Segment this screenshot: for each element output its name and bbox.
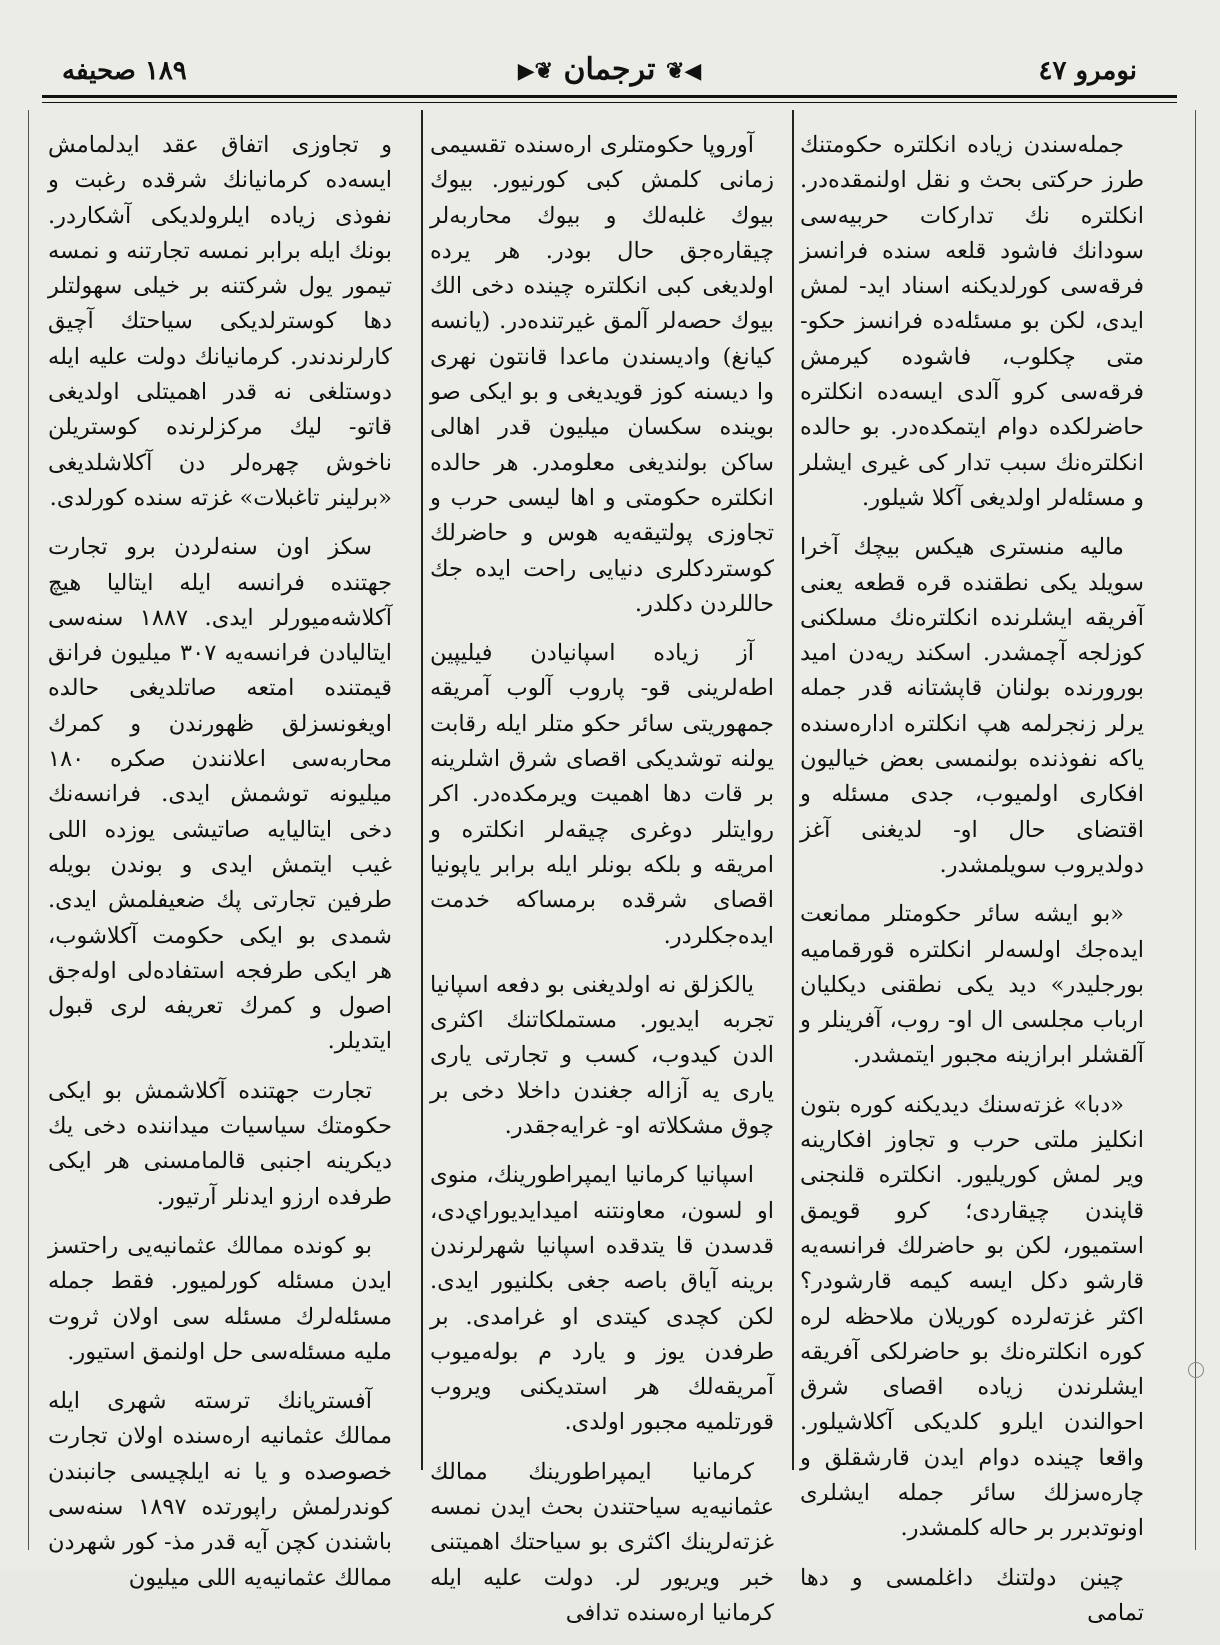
left-ornament-icon: ◀❦ — [665, 58, 702, 84]
paragraph: بو كونده ممالك عثمانيه‌يى راحتسز ايدن مسئله كورلميور. فقط جمله مسئله‌لرك مسئله سى اولان ثروت مليه مسئله‌سى حل اولنمق استيور. — [48, 1232, 392, 1365]
right-ornament-icon: ❦▶ — [517, 58, 554, 84]
paragraph: اسپانيا كرمانيا ايمپراطورينك، منوى او لسون، معاونتنه اميدايديوراي‌دى، قدسدن قا يتدقده اسپانيا شهرلرندن برينه آياق باصه جغى بكلنيور ايدى. لكن كچدى كيتدى او غرامدى. بر طرفدن يوز و يارد م بوله‌ميوب آمريقه‌لك هر استديكنى ويروب قورتلميه مجبور اولدى. — [430, 1162, 774, 1436]
paragraph: سكز اون سنه‌لردن برو تجارت جهتنده فرانسه ايله ايتاليا هيچ آكلاشه‌ميورلر ايدى. ١٨٨٧ سنه‌سى ايتاليادن فرانسه‌يه ٣٠٧ ميليون فرانق قيمتنده امتعه صاتلديغى حالده اويغونسزلق ظهورندن و كمرك محاربه‌سى اعلانندن صكره ١٨٠ ميليونه توشمش ايدى. فرانسه‌نك دخى ايتاليايه صاتيشى يوزده اللى غيب ايتمش ايدى و بوندن بويله طرفين تجارتى پك ضعيفلمش ايدى. شمدى بو ايكى حكومت آكلاشوب، هر ايكى طرفجه استفاده‌لى اوله‌جق اصول و كمرك تعريفه لرى قبول ايتديلر. — [48, 534, 392, 1055]
column-middle — [430, 128, 774, 1645]
header-rule-thin — [42, 102, 1177, 103]
paragraph: تجارت جهتنده آكلاشمش بو ايكى حكومتك سياسيات ميداننده دخى يك ديكرينه اجنبى قالمامسنى هر ايكى طرفده ارزو ايدنلر آرتيور. — [48, 1077, 392, 1210]
masthead-title — [42, 52, 1177, 87]
paragraph: كرمانيا ايمپراطورينك ممالك عثمانيه‌يه سياحتندن بحث ايدن نمسه غزته‌لرينك اكثرى بو سياحتك اهميتنى خبر ويريور لر. دولت عليه ايله كرمانيا اره‌سنده تدافى — [430, 1458, 774, 1626]
page-header — [42, 52, 1177, 96]
header-rule-thick — [42, 95, 1177, 98]
binding-hole-icon — [1188, 1362, 1204, 1378]
masthead-title-text: ترجمان — [563, 52, 656, 87]
paragraph: يالكزلق نه اولديغنى بو دفعه اسپانيا تجربه ايديور. مستملكاتنك اكثرى الدن كيدوب، كسب و تجارتى يارى يارى يه آزاله جغندن داخلا دخى بر چوق مشكلاته او- غرايه‌جقدر. — [430, 971, 774, 1140]
column-divider-left — [421, 110, 423, 1470]
column-divider-right — [792, 110, 794, 1470]
paragraph: آوروپا حكومتلرى اره‌سنده تقسيمى زمانى كلمش كبى كورنيور. بيوك بيوك غلبه‌لك و بيوك محاربه‌لر چيقاره‌جق حال بودر. هر يرده اولديغى كبى انكلتره چينده دخى الك بيوك حصه‌لر آلمق غيرتنده‌در. (يانسه كيانغ) واديسندن ماعدا قانتون نهرى وا ديسنه كوز قويديغى و بو ايكى صو بوينده سكسان ميليون قدر اهالى ساكن بولنديغى معلومدر. هر حالده انكلتره حكومتى و اها ليسى حرب و تجاوزى پولتيقه‌يه هوس و حاضرلك كوستردكلرى دنيايى راحت ايده جك حاللردن دكلدر. — [430, 132, 774, 617]
paragraph: و تجاوزى اتفاق عقد ايدلمامش ايسه‌ده كرمانيانك شرقده رغبت و نفوذى زياده ايلرولديكى آشكاردر. بونك ايله برابر نمسه تجارتنه و نمسه تيمور يول شركتنه بر خيلى سهولتلر دها كوسترلديكى سياحتك آچيق كارلرندندر. كرمانيانك دولت عليه ايله دوستلغى نه قدر اهميتلى اولديغى قاتو- ليك مركزلرنده كوستريلن ناخوش چهره‌لر دن آكلاشلديغى «برلينر تاغبلات» غزته سنده كورلدى. — [48, 132, 392, 511]
paragraph: آز زياده اسپانيادن فيليپين اطه‌لرينى قو- پاروب آلوب آمريقه جمهوريتى سائر حكو متلر ايله رقابت يولنه توشديكى اقصاى شرق اشلرينه بر قات دها اهميت ويرمكده‌در. اكر روايتلر دوغرى چيقه‌لر انكلتره و امريقه و بلكه بونلر ايله برابر ياپونيا اقصاى شرقده برمساكه خدمت ايده‌جكلردر. — [430, 640, 774, 949]
paragraph: چينن دولتنك داغلمسى و دها تمامى — [800, 1564, 1144, 1626]
page-border-left — [28, 110, 29, 1550]
page-number-label: ١٨٩ صحيفه — [62, 56, 187, 86]
page-border-right — [1195, 110, 1196, 1550]
paragraph: آفستريانك ترسته شهرى ايله ممالك عثمانيه اره‌سنده اولان تجارت خصوصده و يا نه ايلچيسى جانبندن كوندرلمش راپورتده ١٨٩٧ سنه‌سى باشندن كچن آيه قدر مذ- كور شهردن ممالك عثمانيه‌يه اللى ميليون — [48, 1388, 393, 1591]
column-right — [800, 128, 1144, 1645]
paragraph: «بو ايشه سائر حكومتلر ممانعت ايده‌جك اولسه‌لر انكلتره قورقماميه بورجليدر» ديد يكى نطقنى ديكليان ارباب مجلسى ال او- روب، آفرينلر و آلقشلر ابرازينه مجبور ايتمشدر. — [800, 901, 1144, 1069]
paragraph: «دبا» غزته‌سنك ديديكنه كوره بتون انكليز ملتى حرب و تجاوز افكارينه وير لمش كوريليور. انكلتره قلنجنى قاپندن چيقاردى؛ كرو قويمق استميور، لكن بو حاضرلك فرانسه‌يه قارشو دكل ايسه كيمه قارشودر؟ اكثر غزته‌لرده كوريلان ملاحظه لره كوره انكلتره‌نك بو حاضرلكى آفريقه ايشلرندن زياده اقصاى شرق احوالندن ايلرو كلديكى آكلاشيلور. واقعا چينده دوام ايدن قارشقلق و چاره‌سزلك سائر جمله ايشلرى اونوتدبرر بر حاله كلمشدر. — [800, 1091, 1144, 1542]
issue-number-label: نومرو ٤٧ — [1038, 56, 1137, 86]
paragraph: ماليه منسترى هيكس بيچك آخرا سويلد يكى نطقنده قره قطعه يعنى آفريقه ايشلرنده انكلتره‌نك مسلكنى كوزلجه آچمشدر. اسكند ريه‌دن اميد بورورنده بولنان قاپشتانه قدر جمله يرلر زنجرلمه هپ انكلتره اداره‌سنده ياكه نفوذنده بولنمسى بعض خياليون افكارى اولميوب، جدى مسئله و اقتضاى حال او- لديغنى آغز دولديروب سويلمشدر. — [800, 534, 1144, 878]
paragraph: جمله‌سندن زياده انكلتره حكومتنك طرز حركتى بحث و نقل اولنمقده‌در. انكلتره نك تداركات حربيه‌سى سودانك فاشود قلعه سنده فرانسز فرقه‌سى كورلديكنه اسناد ايد- لمش ايدى، لكن بو مسئله‌ده فرانسز حكو- متى چكلوب، فاشوده كيرمش فرقه‌سى كرو آلدى ايسه‌ده انكلتره حاضرلكده دوام ايتمكده‌در. بو حالده انكلتره‌نك سبب تدار كى غيرى ايشلر و مسئله‌لر اولديغى آكلا شيلور. — [800, 132, 1144, 511]
column-left — [48, 128, 392, 1610]
